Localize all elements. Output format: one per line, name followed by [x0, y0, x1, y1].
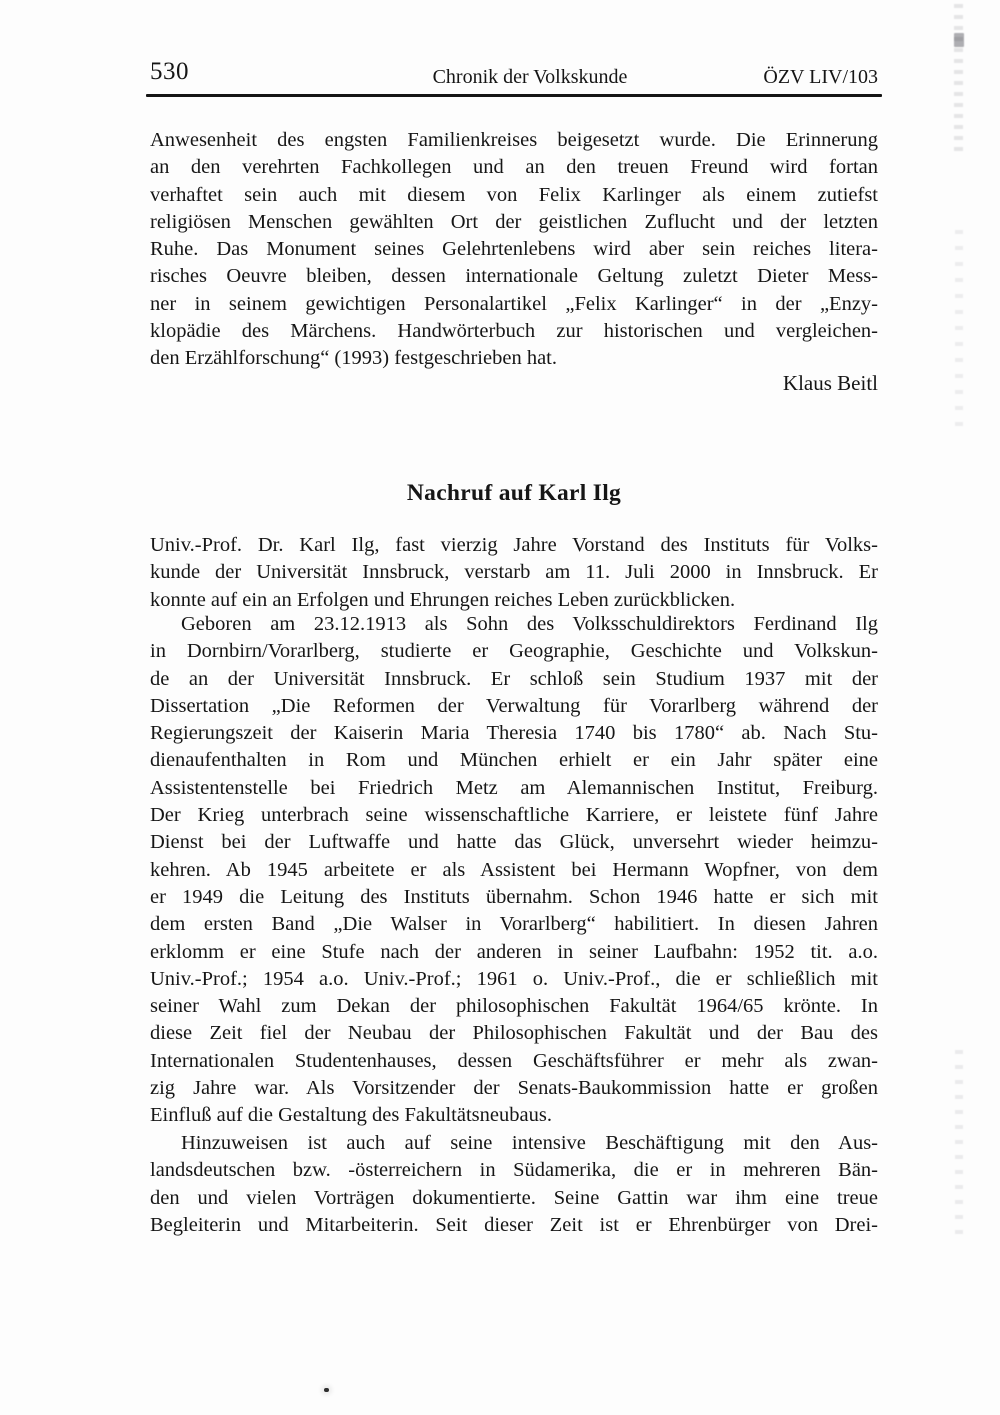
ilg-intro-paragraph	[150, 532, 878, 614]
text-line: Einfluß auf die Gestaltung des Fakultätsneubaus.	[150, 1104, 552, 1127]
text-line: Dissertation „Die Reformen der Verwaltung für Vorarlberg während der	[150, 694, 878, 717]
text-line: diese Zeit fiel der Neubau der Philosophischen Fakultät und der Bau des	[150, 1022, 878, 1045]
text-line: landsdeutschen bzw. -österreichern in Südamerika, die er in mehreren Bän-	[150, 1159, 878, 1182]
text-line: verhaftet sein auch mit diesem von Felix Karlinger als einem zutiefst	[150, 183, 878, 206]
text-line: dienaufenthalten in Rom und München erhielt er ein Jahr später eine	[150, 749, 878, 772]
text-line: Univ.-Prof.; 1954 a.o. Univ.-Prof.; 1961 o. Univ.-Prof., die er schließlich mit	[150, 967, 878, 990]
text-line: de an der Universität Innsbruck. Er schloß sein Studium 1937 mit der	[150, 667, 878, 690]
text-line: den Erzählforschung“ (1993) festgeschrieben hat.	[150, 347, 557, 370]
text-line: klopädie des Märchens. Handwörterbuch zur historischen und vergleichen-	[150, 320, 878, 343]
journal-issue-label: ÖZV LIV/103	[763, 66, 878, 88]
text-line: ner in seinem gewichtigen Personalartikel „Felix Karlinger“ in der „Enzy-	[150, 292, 878, 315]
page-number: 530	[150, 58, 189, 85]
ilg-legacy-paragraph	[150, 1130, 878, 1239]
text-line: Geboren am 23.12.1913 als Sohn des Volksschuldirektors Ferdinand Ilg	[181, 613, 878, 635]
text-line: kunde der Universität Innsbruck, verstarb am 11. Juli 2000 in Innsbruck. Er	[150, 561, 878, 584]
page-bleed-artifact	[954, 33, 964, 47]
text-line: Internationalen Studentenhauses, dessen Geschäftsführer er mehr als zwan-	[150, 1049, 878, 1072]
text-line: risches Oeuvre bleiben, dessen internationale Geltung zuletzt Dieter Mess-	[150, 265, 878, 288]
text-line: erklomm er eine Stufe nach der anderen in seiner Laufbahn: 1952 tit. a.o.	[150, 940, 878, 963]
text-line: religiösen Menschen gewählten Ort der geistlichen Zuflucht und der letzten	[150, 210, 878, 233]
page-bleed-artifact	[955, 1050, 963, 1240]
text-line: zig Jahre war. Als Vorsitzender der Senats-Baukommission hatte er großen	[150, 1077, 878, 1100]
text-line: Begleiterin und Mitarbeiterin. Seit dieser Zeit ist er Ehrenbürger von Drei-	[150, 1213, 878, 1236]
text-line: kehren. Ab 1945 arbeitete er als Assistent bei Hermann Wopfner, von dem	[150, 858, 878, 881]
karlinger-obituary-closing-paragraph	[150, 127, 878, 373]
scan-speck-artifact	[324, 1388, 329, 1392]
text-line: Assistentenstelle bei Friedrich Metz am Alemannischen Institut, Freiburg.	[150, 776, 878, 799]
text-line: in Dornbirn/Vorarlberg, studierte er Geographie, Geschichte und Volkskun-	[150, 640, 878, 663]
running-header-title: Chronik der Volkskunde	[432, 66, 628, 88]
text-line: Regierungszeit der Kaiserin Maria Theresia 1740 bis 1780“ ab. Nach Stu-	[150, 722, 878, 745]
header-rule	[146, 94, 882, 97]
ilg-career-paragraph	[150, 611, 878, 1130]
text-line: Hinzuweisen ist auch auf seine intensive Beschäftigung mit den Aus-	[181, 1132, 878, 1154]
text-line: den und vielen Vorträgen dokumentierte. Seine Gattin war ihm eine treue	[150, 1186, 878, 1209]
page-bleed-artifact	[955, 230, 963, 430]
text-line: Anwesenheit des engsten Familienkreises beigesetzt wurde. Die Erinnerung	[150, 129, 878, 151]
text-line: Univ.-Prof. Dr. Karl Ilg, fast vierzig Jahre Vorstand des Instituts für Volks-	[150, 534, 878, 556]
author-signature: Klaus Beitl	[782, 371, 878, 395]
text-line: an den verehrten Fachkollegen und an den treuen Freund wird fortan	[150, 156, 878, 179]
article-title: Nachruf auf Karl Ilg	[406, 480, 622, 506]
text-line: seiner Wahl zum Dekan der philosophischen Fakultät 1964/65 krönte. In	[150, 995, 878, 1018]
text-line: Dienst bei der Luftwaffe und hatte das Glück, unversehrt wieder heimzu-	[150, 831, 878, 854]
text-line: Der Krieg unterbrach seine wissenschaftliche Karriere, er leistete fünf Jahre	[150, 804, 878, 827]
text-line: konnte auf ein an Erfolgen und Ehrungen reiches Leben zurückblicken.	[150, 588, 736, 611]
text-line: dem ersten Band „Die Walser in Vorarlberg“ habilitiert. In diesen Jahren	[150, 913, 878, 936]
text-line: er 1949 die Leitung des Instituts übernahm. Schon 1946 hatte er sich mit	[150, 885, 878, 908]
text-line: Ruhe. Das Monument seines Gelehrtenlebens wird aber sein reiches litera-	[150, 238, 878, 261]
page-bleed-artifact	[954, 4, 963, 154]
